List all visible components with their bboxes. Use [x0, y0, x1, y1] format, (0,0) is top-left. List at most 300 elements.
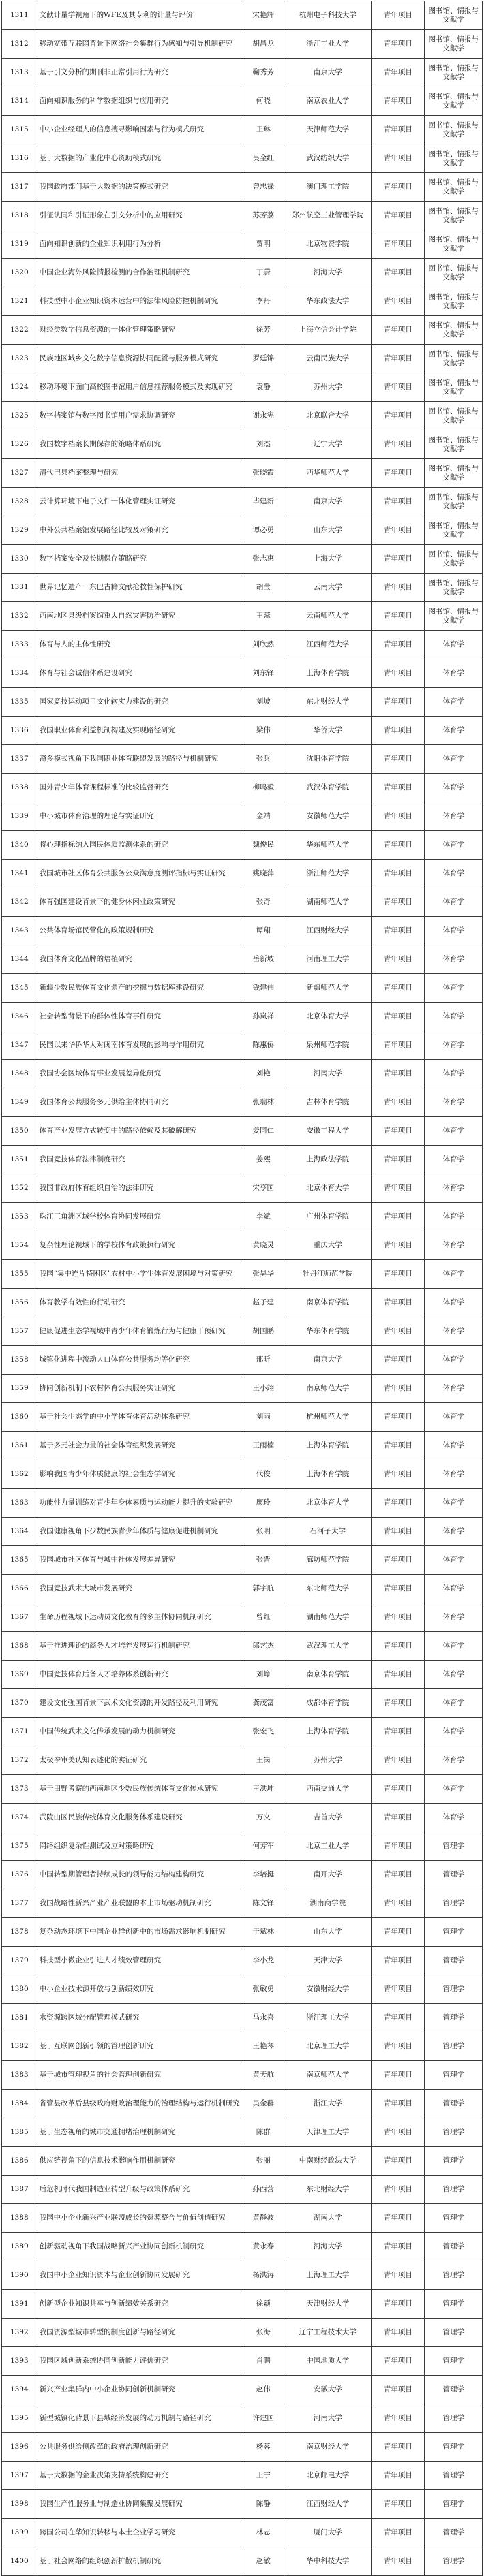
- table-row: [2, 1203, 483, 1231]
- project-type-cell: 青年项目: [372, 2147, 425, 2176]
- institution-cell: 吉林体育学院: [284, 1088, 371, 1117]
- subject-cell: 体育学: [425, 1003, 483, 1031]
- project-number-cell: 1378: [2, 1918, 37, 1947]
- project-number-cell: 1329: [2, 516, 37, 545]
- table-row: [2, 545, 483, 574]
- subject-cell: 体育学: [425, 1575, 483, 1603]
- project-type-cell: 青年项目: [372, 402, 425, 430]
- subject-cell: 管理学: [425, 2347, 483, 2376]
- institution-cell: 江西财经大学: [284, 2490, 371, 2519]
- institution-cell: 武汉纺织大学: [284, 144, 371, 173]
- project-number-cell: 1330: [2, 545, 37, 574]
- subject-cell: 体育学: [425, 1203, 483, 1231]
- project-type-cell: 青年项目: [372, 2261, 425, 2290]
- institution-cell: 北京联合大学: [284, 402, 371, 430]
- project-number-cell: 1344: [2, 945, 37, 974]
- project-number-cell: 1320: [2, 259, 37, 287]
- table-row: [2, 1317, 483, 1346]
- institution-cell: 南京财经大学: [284, 2433, 371, 2462]
- project-title-cell: 复杂动态环境下中国企业群创新中的市场需求影响机制研究: [37, 1918, 243, 1947]
- principal-name-cell: 袁静: [243, 373, 284, 402]
- table-row: [2, 202, 483, 230]
- project-number-cell: 1342: [2, 888, 37, 917]
- project-title-cell: 影响我国青少年体质健康的社会生态学研究: [37, 1460, 243, 1489]
- table-row: [2, 1603, 483, 1632]
- table-row: [2, 373, 483, 402]
- institution-cell: 安徽师范大学: [284, 802, 371, 831]
- institution-cell: 河南大学: [284, 1060, 371, 1088]
- project-type-cell: 青年项目: [372, 488, 425, 516]
- principal-name-cell: 郭宇航: [243, 1575, 284, 1603]
- table-row: [2, 1117, 483, 1146]
- principal-name-cell: 刘雨: [243, 1403, 284, 1432]
- table-row: [2, 316, 483, 345]
- institution-cell: 牡丹江师范学院: [284, 1260, 371, 1289]
- project-type-cell: 青年项目: [372, 774, 425, 802]
- project-title-cell: 将心理指标纳入国民体质监测体系的研究: [37, 831, 243, 860]
- project-number-cell: 1345: [2, 974, 37, 1003]
- principal-name-cell: 张瑞林: [243, 1088, 284, 1117]
- table-row: [2, 717, 483, 745]
- project-type-cell: 青年项目: [372, 1403, 425, 1432]
- table-row: [2, 745, 483, 774]
- table-row: [2, 1546, 483, 1575]
- table-row: [2, 459, 483, 488]
- project-type-cell: 青年项目: [372, 1031, 425, 1060]
- subject-cell: 管理学: [425, 2061, 483, 2090]
- project-title-cell: 中国转型期管理者持续成长的领导能力结构建构研究: [37, 1861, 243, 1889]
- table-row: [2, 1460, 483, 1489]
- subject-cell: 图书馆、情报与文献学: [425, 488, 483, 516]
- subject-cell: 体育学: [425, 688, 483, 717]
- institution-cell: 北京理工大学: [284, 2032, 371, 2061]
- project-type-cell: 青年项目: [372, 1060, 425, 1088]
- table-row: [2, 2462, 483, 2490]
- project-number-cell: 1386: [2, 2147, 37, 2176]
- project-number-cell: 1376: [2, 1861, 37, 1889]
- project-title-cell: 城镇化进程中流动人口体育公共服务均等化研究: [37, 1346, 243, 1375]
- project-number-cell: 1398: [2, 2490, 37, 2519]
- project-number-cell: 1364: [2, 1518, 37, 1546]
- project-title-cell: 基于生态视角的城市交通拥堵治理机制研究: [37, 2118, 243, 2147]
- project-title-cell: 我国资源型城市转型的制度创新与路径研究: [37, 2319, 243, 2347]
- table-row: [2, 1718, 483, 1746]
- project-type-cell: 青年项目: [372, 1375, 425, 1403]
- principal-name-cell: 何芳军: [243, 1832, 284, 1861]
- project-title-cell: 引征认同和引证形象在引文分析中的应用研究: [37, 202, 243, 230]
- project-type-cell: 青年项目: [372, 1203, 425, 1231]
- institution-cell: 厦门大学: [284, 2519, 371, 2547]
- subject-cell: 体育学: [425, 1174, 483, 1203]
- project-number-cell: 1348: [2, 1060, 37, 1088]
- subject-cell: 管理学: [425, 1947, 483, 1975]
- project-number-cell: 1334: [2, 659, 37, 688]
- project-type-cell: 青年项目: [372, 688, 425, 717]
- project-type-cell: 青年项目: [372, 574, 425, 602]
- institution-cell: 上海体育学院: [284, 1432, 371, 1460]
- principal-name-cell: 张晓霞: [243, 459, 284, 488]
- principal-name-cell: 钱建伟: [243, 974, 284, 1003]
- project-number-cell: 1332: [2, 602, 37, 631]
- project-title-cell: 社会转型背景下的群体性体育事件研究: [37, 1003, 243, 1031]
- project-type-cell: 青年项目: [372, 373, 425, 402]
- subject-cell: 体育学: [425, 860, 483, 888]
- project-number-cell: 1346: [2, 1003, 37, 1031]
- institution-cell: 浙江理工大学: [284, 2004, 371, 2032]
- principal-name-cell: 陈群: [243, 2118, 284, 2147]
- project-type-cell: 青年项目: [372, 1289, 425, 1317]
- project-type-cell: 青年项目: [372, 2176, 425, 2204]
- principal-name-cell: 梁伟: [243, 717, 284, 745]
- project-type-cell: 青年项目: [372, 345, 425, 373]
- principal-name-cell: 王小翊: [243, 1375, 284, 1403]
- principal-name-cell: 姜熙: [243, 1146, 284, 1174]
- project-number-cell: 1370: [2, 1689, 37, 1718]
- principal-name-cell: 徐颖: [243, 2290, 284, 2319]
- project-title-cell: 我国体育公共服务多元供给主体协同研究: [37, 1088, 243, 1117]
- project-type-cell: 青年项目: [372, 1603, 425, 1632]
- project-type-cell: 青年项目: [372, 802, 425, 831]
- table-row: [2, 1575, 483, 1603]
- table-row: [2, 402, 483, 430]
- principal-name-cell: 徐芳: [243, 316, 284, 345]
- table-row: [2, 1231, 483, 1260]
- project-number-cell: 1369: [2, 1661, 37, 1689]
- project-number-cell: 1358: [2, 1346, 37, 1375]
- project-type-cell: 青年项目: [372, 1975, 425, 2004]
- project-title-cell: 供应链视角下的信息技术影响作用机制研究: [37, 2147, 243, 2176]
- institution-cell: 广州体育学院: [284, 1203, 371, 1231]
- table-row: [2, 1832, 483, 1861]
- project-title-cell: 我国生产性服务业与制造业协同集聚发展研究: [37, 2490, 243, 2519]
- principal-name-cell: 陈静: [243, 2490, 284, 2519]
- subject-cell: 体育学: [425, 1146, 483, 1174]
- project-type-cell: 青年项目: [372, 459, 425, 488]
- subject-cell: 图书馆、情报与文献学: [425, 545, 483, 574]
- project-type-cell: 青年项目: [372, 1661, 425, 1689]
- subject-cell: 图书馆、情报与文献学: [425, 259, 483, 287]
- principal-name-cell: 李丹: [243, 287, 284, 316]
- project-title-cell: 我国战略性新兴产业产业联盟的本土市场驱动机制研究: [37, 1889, 243, 1918]
- project-number-cell: 1361: [2, 1432, 37, 1460]
- project-type-cell: 青年项目: [372, 945, 425, 974]
- subject-cell: 体育学: [425, 1060, 483, 1088]
- institution-cell: 河海大学: [284, 259, 371, 287]
- project-type-cell: 青年项目: [372, 316, 425, 345]
- institution-cell: 江西师范大学: [284, 631, 371, 659]
- project-title-cell: 国家竞技运动项目文化软实力建设的研究: [37, 688, 243, 717]
- project-type-cell: 青年项目: [372, 30, 425, 59]
- institution-cell: 湖南师范大学: [284, 888, 371, 917]
- institution-cell: 河南理工大学: [284, 945, 371, 974]
- principal-name-cell: 龚茂富: [243, 1689, 284, 1718]
- principal-name-cell: 王洪坤: [243, 1775, 284, 1804]
- project-title-cell: 移动环境下面向高校图书馆用户信息推荐服务模式及实现研究: [37, 373, 243, 402]
- subject-cell: 体育学: [425, 1689, 483, 1718]
- institution-cell: 中国地质大学: [284, 2347, 371, 2376]
- project-type-cell: 青年项目: [372, 917, 425, 945]
- project-number-cell: 1339: [2, 802, 37, 831]
- project-type-cell: 青年项目: [372, 2547, 425, 2576]
- project-title-cell: 健康促进生态学视域中青少年体育锻炼行为与健康干预研究: [37, 1317, 243, 1346]
- subject-cell: 图书馆、情报与文献学: [425, 87, 483, 116]
- principal-name-cell: 李斌: [243, 1203, 284, 1231]
- institution-cell: 天津师范大学: [284, 116, 371, 144]
- project-number-cell: 1368: [2, 1632, 37, 1661]
- principal-name-cell: 张晋: [243, 1546, 284, 1575]
- project-number-cell: 1366: [2, 1575, 37, 1603]
- subject-cell: 图书馆、情报与文献学: [425, 602, 483, 631]
- project-type-cell: 青年项目: [372, 1689, 425, 1718]
- project-title-cell: 民族地区城乡文化数字信息资源协同配置与服务模式研究: [37, 345, 243, 373]
- principal-name-cell: 刘杰: [243, 430, 284, 459]
- institution-cell: 北京体育大学: [284, 1174, 371, 1203]
- table-row: [2, 917, 483, 945]
- subject-cell: 管理学: [425, 2433, 483, 2462]
- principal-name-cell: 林志: [243, 2519, 284, 2547]
- table-row: [2, 2090, 483, 2118]
- table-row: [2, 1432, 483, 1460]
- institution-cell: 天津理工大学: [284, 2118, 371, 2147]
- project-type-cell: 青年项目: [372, 230, 425, 259]
- project-number-cell: 1340: [2, 831, 37, 860]
- subject-cell: 图书馆、情报与文献学: [425, 373, 483, 402]
- principal-name-cell: 刘艳: [243, 1060, 284, 1088]
- institution-cell: 华东师范大学: [284, 831, 371, 860]
- table-row: [2, 2061, 483, 2090]
- institution-cell: 廊坊师范学院: [284, 1546, 371, 1575]
- subject-cell: 体育学: [425, 1775, 483, 1804]
- project-title-cell: 中外公共档案馆发展路径比较及对策研究: [37, 516, 243, 545]
- subject-cell: 管理学: [425, 2490, 483, 2519]
- institution-cell: 安徽大学: [284, 2376, 371, 2404]
- project-title-cell: 科技型小微企业引进人才绩效管理研究: [37, 1947, 243, 1975]
- institution-cell: 北京体育大学: [284, 1003, 371, 1031]
- subject-cell: 体育学: [425, 1718, 483, 1746]
- institution-cell: 东北财经大学: [284, 688, 371, 717]
- project-number-cell: 1315: [2, 116, 37, 144]
- table-row: [2, 230, 483, 259]
- subject-cell: 体育学: [425, 945, 483, 974]
- project-number-cell: 1367: [2, 1603, 37, 1632]
- table-row: [2, 974, 483, 1003]
- project-title-cell: 我国城市社区体育与城中社体发展差异研究: [37, 1546, 243, 1575]
- institution-cell: 南京大学: [284, 59, 371, 87]
- institution-cell: 南京大学: [284, 1346, 371, 1375]
- principal-name-cell: 宋艳辉: [243, 1, 284, 30]
- project-number-cell: 1385: [2, 2118, 37, 2147]
- project-number-cell: 1318: [2, 202, 37, 230]
- subject-cell: 管理学: [425, 1861, 483, 1889]
- project-title-cell: 云计算环境下电子文件一体化管理实证研究: [37, 488, 243, 516]
- project-type-cell: 青年项目: [372, 1861, 425, 1889]
- principal-name-cell: 吴金红: [243, 144, 284, 173]
- institution-cell: 河海大学: [284, 2233, 371, 2261]
- project-title-cell: 中国企业海外风险情报检测的合作治理机制研究: [37, 259, 243, 287]
- institution-cell: 吉首大学: [284, 1804, 371, 1832]
- project-number-cell: 1389: [2, 2233, 37, 2261]
- institution-cell: 上海政法学院: [284, 1146, 371, 1174]
- table-row: [2, 1375, 483, 1403]
- institution-cell: 西华师范大学: [284, 459, 371, 488]
- principal-name-cell: 王宁: [243, 2462, 284, 2490]
- table-row: [2, 1060, 483, 1088]
- project-number-cell: 1319: [2, 230, 37, 259]
- project-type-cell: 青年项目: [372, 2061, 425, 2090]
- subject-cell: 图书馆、情报与文献学: [425, 287, 483, 316]
- project-table: [1, 1, 483, 2576]
- project-number-cell: 1379: [2, 1947, 37, 1975]
- project-title-cell: 我国非政府体育组织自治的法律研究: [37, 1174, 243, 1203]
- project-title-cell: 创新型企业知识共享与创新绩效关系研究: [37, 2290, 243, 2319]
- project-number-cell: 1397: [2, 2462, 37, 2490]
- subject-cell: 图书馆、情报与文献学: [425, 430, 483, 459]
- subject-cell: 体育学: [425, 631, 483, 659]
- project-type-cell: 青年项目: [372, 87, 425, 116]
- project-title-cell: 我国健康视角下少数民族青少年体质与健康促进机制研究: [37, 1518, 243, 1546]
- principal-name-cell: 曾红: [243, 1603, 284, 1632]
- table-row: [2, 2376, 483, 2404]
- subject-cell: 管理学: [425, 2519, 483, 2547]
- project-number-cell: 1375: [2, 1832, 37, 1861]
- table-row: [2, 2547, 483, 2576]
- table-row: [2, 2147, 483, 2176]
- project-title-cell: 面向知识服务的科学数据组织与应用研究: [37, 87, 243, 116]
- project-title-cell: 生命历程视域下运动员文化教育的多主体协同机制研究: [37, 1603, 243, 1632]
- institution-cell: 东北财经大学: [284, 2176, 371, 2204]
- project-title-cell: 我国体育文化品牌的培植研究: [37, 945, 243, 974]
- institution-cell: 天津财经大学: [284, 2290, 371, 2319]
- table-row: [2, 945, 483, 974]
- principal-name-cell: 张兵: [243, 745, 284, 774]
- principal-name-cell: 王琳: [243, 116, 284, 144]
- principal-name-cell: 何晓: [243, 87, 284, 116]
- project-type-cell: 青年项目: [372, 259, 425, 287]
- table-row: [2, 2032, 483, 2061]
- project-number-cell: 1336: [2, 717, 37, 745]
- table-row: [2, 1746, 483, 1775]
- institution-cell: 武汉理工大学: [284, 1632, 371, 1661]
- project-number-cell: 1362: [2, 1460, 37, 1489]
- project-number-cell: 1316: [2, 144, 37, 173]
- project-number-cell: 1317: [2, 173, 37, 202]
- project-type-cell: 青年项目: [372, 1317, 425, 1346]
- project-number-cell: 1360: [2, 1403, 37, 1432]
- project-number-cell: 1391: [2, 2290, 37, 2319]
- subject-cell: 图书馆、情报与文献学: [425, 574, 483, 602]
- institution-cell: 郑州航空工业管理学院: [284, 202, 371, 230]
- table-row: [2, 2404, 483, 2433]
- principal-name-cell: 刘东锋: [243, 659, 284, 688]
- principal-name-cell: 黄天航: [243, 2061, 284, 2090]
- project-title-cell: 新型城镇化背景下县域经济发展的动力机制与路径研究: [37, 2404, 243, 2433]
- project-title-cell: 中国竞技体育后备人才培养体系创新研究: [37, 1661, 243, 1689]
- institution-cell: 江西财经大学: [284, 917, 371, 945]
- project-type-cell: 青年项目: [372, 2433, 425, 2462]
- table-row: [2, 860, 483, 888]
- subject-cell: 体育学: [425, 1460, 483, 1489]
- project-type-cell: 青年项目: [372, 1632, 425, 1661]
- project-number-cell: 1333: [2, 631, 37, 659]
- project-type-cell: 青年项目: [372, 1003, 425, 1031]
- project-title-cell: 体育与人的主体性研究: [37, 631, 243, 659]
- project-title-cell: 我国竞技体育法律制度研究: [37, 1146, 243, 1174]
- principal-name-cell: 苏芳荔: [243, 202, 284, 230]
- principal-name-cell: 廖玲: [243, 1489, 284, 1518]
- subject-cell: 体育学: [425, 1031, 483, 1060]
- subject-cell: 管理学: [425, 2261, 483, 2290]
- principal-name-cell: 李小龙: [243, 1947, 284, 1975]
- principal-name-cell: 孙西营: [243, 2176, 284, 2204]
- project-type-cell: 青年项目: [372, 1518, 425, 1546]
- institution-cell: 武汉体育学院: [284, 774, 371, 802]
- subject-cell: 体育学: [425, 1289, 483, 1317]
- table-row: [2, 2490, 483, 2519]
- project-number-cell: 1399: [2, 2519, 37, 2547]
- principal-name-cell: 孙岚祥: [243, 1003, 284, 1031]
- project-number-cell: 1355: [2, 1260, 37, 1289]
- institution-cell: 北京物资学院: [284, 230, 371, 259]
- institution-cell: 泉州师范学院: [284, 1031, 371, 1060]
- subject-cell: 体育学: [425, 974, 483, 1003]
- table-row: [2, 1661, 483, 1689]
- principal-name-cell: 陈惠侨: [243, 1031, 284, 1060]
- institution-cell: 杭州电子科技大学: [284, 1, 371, 30]
- institution-cell: 上海大学: [284, 545, 371, 574]
- table-row: [2, 1632, 483, 1661]
- principal-name-cell: 赵伟: [243, 2376, 284, 2404]
- project-title-cell: 我国协会区域体育事业发展差异化研究: [37, 1060, 243, 1088]
- table-row: [2, 430, 483, 459]
- principal-name-cell: 鞠秀芳: [243, 59, 284, 87]
- project-title-cell: 中国传统武术文化传承发展的动力机制研究: [37, 1718, 243, 1746]
- project-title-cell: 国外青少年体育课程标准的比较监督研究: [37, 774, 243, 802]
- subject-cell: 管理学: [425, 2118, 483, 2147]
- principal-name-cell: 贾明: [243, 230, 284, 259]
- principal-name-cell: 万义: [243, 1804, 284, 1832]
- institution-cell: 山东大学: [284, 1918, 371, 1947]
- principal-name-cell: 刘峥: [243, 1661, 284, 1689]
- principal-name-cell: 肖鹏: [243, 2347, 284, 2376]
- project-number-cell: 1328: [2, 488, 37, 516]
- institution-cell: 浙江师范大学: [284, 860, 371, 888]
- table-row: [2, 2233, 483, 2261]
- institution-cell: 河南大学: [284, 2404, 371, 2433]
- table-row: [2, 1775, 483, 1804]
- project-title-cell: 公共服务供给侧改革的政府治理创新研究: [37, 2433, 243, 2462]
- project-title-cell: 基于城市管理视角的社会管理创新研究: [37, 2061, 243, 2090]
- principal-name-cell: 赵敏: [243, 2547, 284, 2576]
- project-title-cell: 体育产业发展方式转变中的路径依赖及其破解研究: [37, 1117, 243, 1146]
- project-type-cell: 青年项目: [372, 1718, 425, 1746]
- project-title-cell: 科技型中小企业知识资本运营中的法律风险防控机制研究: [37, 287, 243, 316]
- project-type-cell: 青年项目: [372, 2118, 425, 2147]
- principal-name-cell: 岳新坡: [243, 945, 284, 974]
- project-type-cell: 青年项目: [372, 1832, 425, 1861]
- institution-cell: 东北师范大学: [284, 1575, 371, 1603]
- principal-name-cell: 宋亨国: [243, 1174, 284, 1203]
- project-title-cell: 省管县改革后县级政府财政治理能力的治理结构与运行机制研究: [37, 2090, 243, 2118]
- institution-cell: 上海立信会计学院: [284, 316, 371, 345]
- project-number-cell: 1356: [2, 1289, 37, 1317]
- project-number-cell: 1352: [2, 1174, 37, 1203]
- table-row: [2, 1518, 483, 1546]
- project-title-cell: 水资源跨区域分配管理模式研究: [37, 2004, 243, 2032]
- principal-name-cell: 胡莹: [243, 574, 284, 602]
- institution-cell: 南京体育学院: [284, 1289, 371, 1317]
- institution-cell: 湖南商学院: [284, 1889, 371, 1918]
- subject-cell: 体育学: [425, 1346, 483, 1375]
